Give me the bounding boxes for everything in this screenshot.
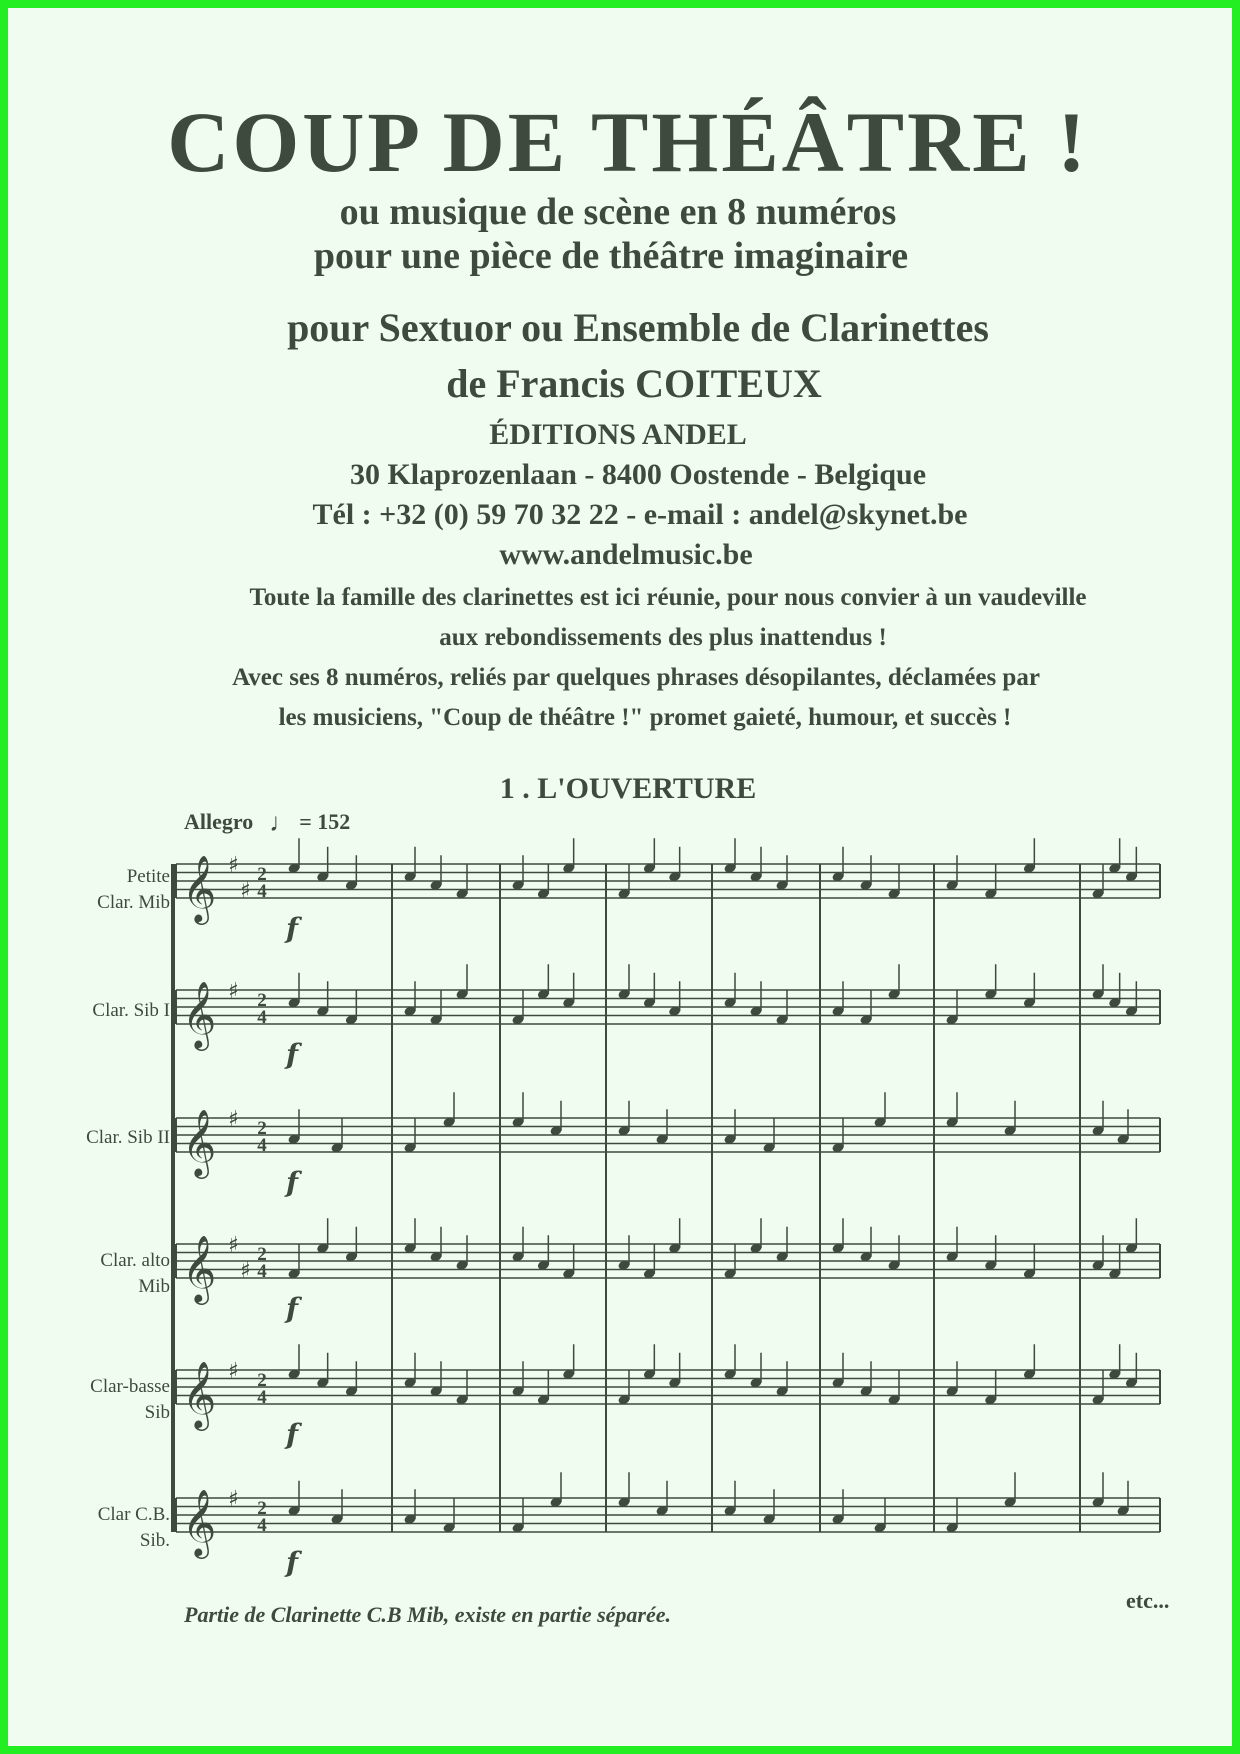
- score-system: [8, 8, 1232, 1746]
- time-signature-denominator: 4: [257, 1007, 267, 1028]
- time-signature-numerator: 2: [257, 1118, 267, 1139]
- sharp-icon: ♯: [228, 1487, 239, 1512]
- time-signature-denominator: 4: [257, 1387, 267, 1408]
- continuation-mark: etc...: [1126, 1588, 1170, 1613]
- instrument-label-line: Clar C.B.: [97, 1504, 170, 1525]
- dynamic-marking: f: [286, 1166, 299, 1199]
- time-signature-numerator: 2: [257, 864, 267, 885]
- treble-clef-icon: 𝄞: [182, 1360, 217, 1428]
- dynamic-marking: f: [286, 1418, 299, 1451]
- time-signature-numerator: 2: [257, 1244, 267, 1265]
- composer: de Francis COITEUX: [446, 361, 822, 406]
- dynamic-marking: f: [286, 1038, 299, 1071]
- time-signature-numerator: 2: [257, 1370, 267, 1391]
- movement-title: 1 . L'OUVERTURE: [499, 772, 757, 805]
- instrumentation: pour Sextuor ou Ensemble de Clarinettes: [287, 305, 989, 350]
- sharp-icon: ♯: [228, 1359, 239, 1384]
- footnote: Partie de Clarinette C.B Mib, existe en partie séparée.: [184, 1602, 672, 1627]
- description-line-3: Avec ses 8 numéros, reliés par quelques phrases désopilantes, déclamées par: [232, 664, 1040, 691]
- treble-clef-icon: 𝄞: [182, 854, 217, 922]
- time-signature-denominator: 4: [257, 881, 267, 902]
- instrument-label-line: Mib: [138, 1276, 170, 1297]
- description-line-4: les musiciens, "Coup de théâtre !" promet gaieté, humour, et succès !: [278, 704, 1012, 731]
- description-line-1: Toute la famille des clarinettes est ici réunie, pour nous convier à un vaudeville: [249, 584, 1087, 611]
- tempo-equals: =: [299, 809, 312, 834]
- quarter-note-icon: ♩: [269, 808, 296, 837]
- instrument-label-line: Clar. Mib: [97, 892, 170, 913]
- tempo-bpm: 152: [317, 809, 351, 834]
- sharp-icon: ♯: [240, 1258, 251, 1284]
- dynamic-marking: f: [286, 1546, 299, 1579]
- sharp-icon: ♯: [228, 853, 239, 878]
- subtitle-line-1: ou musique de scène en 8 numéros: [339, 191, 897, 233]
- sharp-icon: ♯: [228, 1107, 239, 1132]
- sharp-icon: ♯: [228, 979, 239, 1004]
- instrument-label-line: Sib.: [139, 1530, 170, 1551]
- treble-clef-icon: 𝄞: [182, 1108, 217, 1176]
- publisher-address: 30 Klaprozenlaan - 8400 Oostende - Belgique: [349, 458, 927, 491]
- treble-clef-icon: 𝄞: [182, 1488, 217, 1556]
- dynamic-marking: f: [286, 912, 299, 945]
- treble-clef-icon: 𝄞: [182, 980, 217, 1048]
- sharp-icon: ♯: [228, 1233, 239, 1258]
- treble-clef-icon: 𝄞: [182, 1234, 217, 1302]
- instrument-label-line: Sib: [144, 1402, 170, 1423]
- instrument-label-line: Clar-basse: [90, 1376, 170, 1397]
- description-line-2: aux rebondissements des plus inattendus !: [439, 624, 887, 651]
- page-title: COUP DE THÉÂTRE !: [167, 94, 1089, 190]
- tempo-text: Allegro: [184, 809, 254, 834]
- instrument-label-line: Clar. Sib II: [86, 1127, 170, 1148]
- subtitle-line-2: pour une pièce de théâtre imaginaire: [313, 235, 909, 277]
- instrument-label-line: Clar. Sib I: [92, 1000, 170, 1021]
- dynamic-marking: f: [286, 1292, 299, 1325]
- publisher-website[interactable]: www.andelmusic.be: [499, 538, 753, 571]
- time-signature-denominator: 4: [257, 1261, 267, 1282]
- sharp-icon: ♯: [240, 878, 251, 904]
- time-signature-denominator: 4: [257, 1515, 267, 1536]
- instrument-label-line: Petite: [126, 866, 170, 887]
- instrument-label-line: Clar. alto: [100, 1250, 170, 1271]
- time-signature-denominator: 4: [257, 1135, 267, 1156]
- publisher-name: ÉDITIONS ANDEL: [489, 418, 747, 451]
- time-signature-numerator: 2: [257, 1498, 267, 1519]
- publisher-contact: Tél : +32 (0) 59 70 32 22 - e-mail : andel@skynet.be: [312, 498, 968, 531]
- time-signature-numerator: 2: [257, 990, 267, 1011]
